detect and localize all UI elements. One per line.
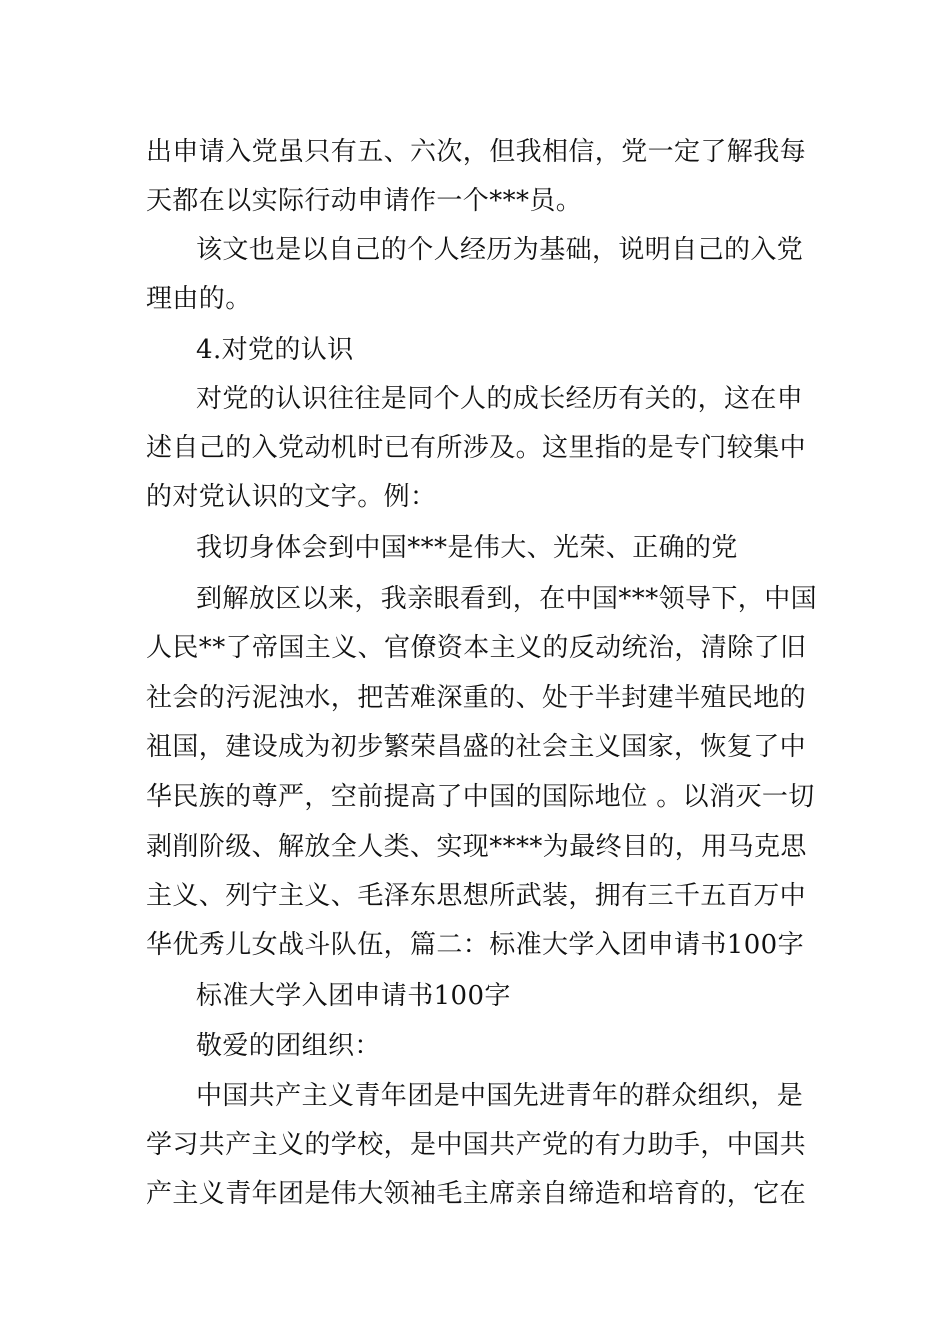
text-line: 人民**了帝国主义、官僚资本主义的反动统治，清除了旧 (146, 633, 807, 663)
text-line: 社会的污泥浊水，把苦难深重的、处于半封建半殖民地的 (146, 683, 807, 713)
section-heading: 4.对党的认识 (196, 335, 354, 365)
text-line: 华民族的尊严，空前提高了中国的国际地位 。以消灭一切 (146, 782, 815, 812)
text-line: 的对党认识的文字。例： (146, 482, 437, 512)
text-line: 理由的。 (146, 284, 252, 314)
text-line: 出申请入党虽只有五、六次，但我相信，党一定了解我每 (146, 137, 807, 167)
text-line: 我切身体会到中国***是伟大、光荣、正确的党 (196, 533, 738, 563)
text-line: 述自己的入党动机时已有所涉及。这里指的是专门较集中 (146, 433, 807, 463)
text-line: 标准大学入团申请书100字 (196, 981, 511, 1011)
text-line: 华优秀儿女战斗队伍，篇二：标准大学入团申请书100字 (146, 930, 805, 960)
text-line: 剥削阶级、解放全人类、实现****为最终目的，用马克思 (146, 832, 807, 862)
text-line: 到解放区以来，我亲眼看到，在中国***领导下，中国 (196, 584, 818, 614)
text-line: 学习共产主义的学校，是中国共产党的有力助手，中国共 (146, 1130, 807, 1160)
salutation: 敬爱的团组织： (196, 1031, 381, 1061)
text-line: 该文也是以自己的个人经历为基础，说明自己的入党 (196, 235, 804, 265)
text-line: 对党的认识往往是同个人的成长经历有关的，这在申 (196, 384, 804, 414)
text-line: 天都在以实际行动申请作一个***员。 (146, 186, 583, 216)
text-line: 主义、列宁主义、毛泽东思想所武装，拥有三千五百万中 (146, 881, 807, 911)
text-line: 祖国，建设成为初步繁荣昌盛的社会主义国家，恢复了中 (146, 732, 807, 762)
text-line: 产主义青年团是伟大领袖毛主席亲自缔造和培育的，它在 (146, 1179, 807, 1209)
text-line: 中国共产主义青年团是中国先进青年的群众组织，是 (196, 1081, 804, 1111)
